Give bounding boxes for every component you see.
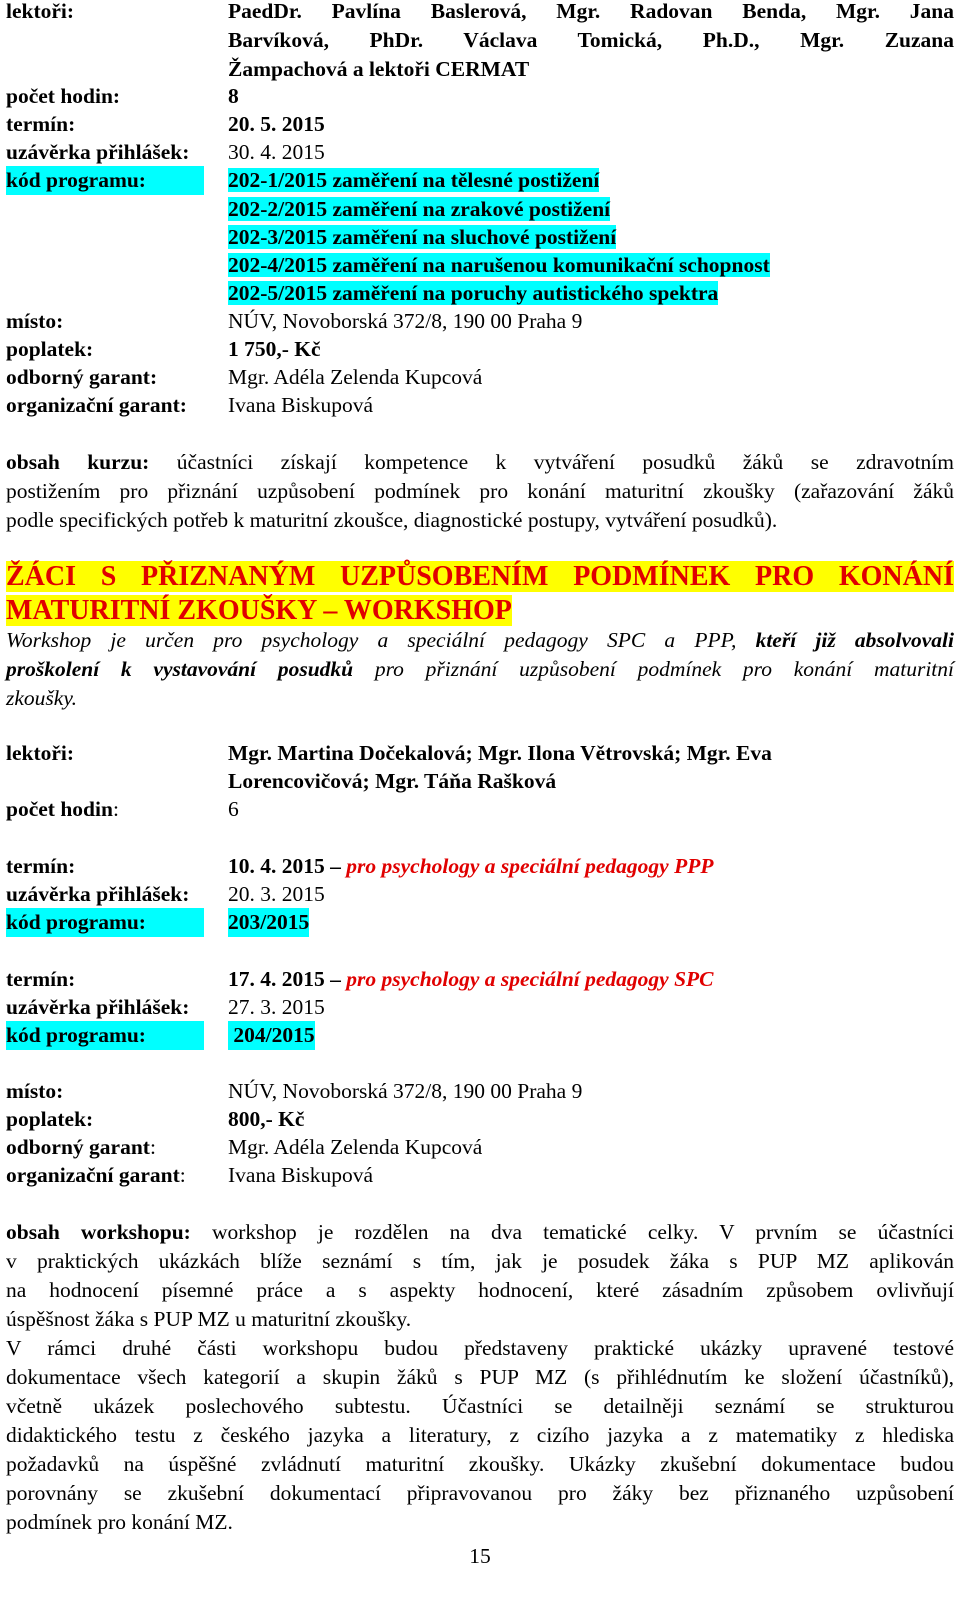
content-label: obsah workshopu: (6, 1220, 191, 1244)
code-line: 202-4/2015 zaměření na narušenou komunikační schopnost (228, 253, 770, 277)
content-line: postižením pro přiznání uzpůsobení podmínek pro konání maturitní zkoušky (zařazování žáků (6, 479, 954, 503)
intro-line: Workshop je určen pro psychology a speciální pedagogy SPC a PPP, kteří již absolvovali (6, 628, 955, 652)
code-line: 202-1/2015 zaměření na tělesné postižení (228, 168, 600, 192)
org-value: Ivana Biskupová (228, 393, 374, 417)
org-value: Ivana Biskupová (228, 1163, 374, 1187)
fee-value: 800,- Kč (228, 1107, 305, 1131)
lectors-line: PaedDr. Pavlína Baslerová, Mgr. Radovan Benda, Mgr. Jana (228, 0, 954, 23)
hours-label: počet hodin: (6, 84, 121, 108)
place-label: místo: (6, 309, 64, 333)
expert-label: odborný garant: (6, 1135, 156, 1159)
expert-value: Mgr. Adéla Zelenda Kupcová (228, 365, 483, 389)
deadline-value: 30. 4. 2015 (228, 140, 325, 164)
workshop-intro (6, 626, 954, 713)
intro-line: zkoušky. (6, 686, 78, 710)
code-value: 204/2015 (228, 1021, 315, 1050)
hours-value: 6 (228, 797, 239, 821)
content-line: obsah workshopu: workshop je rozdělen na dva tematické celky. V prvním se účastníci (6, 1220, 954, 1244)
date-value: 17. 4. 2015 – pro psychology a speciální pedagogy SPC (228, 967, 714, 991)
place-value: NÚV, Novoborská 372/8, 190 00 Praha 9 (228, 309, 583, 333)
content-line: podle specifických potřeb k maturitní zkoušce, diagnostické postupy, vytváření posudků). (6, 508, 778, 532)
workshop-content (6, 1218, 954, 1537)
place-value: NÚV, Novoborská 372/8, 190 00 Praha 9 (228, 1079, 583, 1103)
fee-label: poplatek: (6, 1107, 94, 1131)
hours-label: počet hodin: (6, 797, 119, 821)
code-label: kód programu: (6, 1021, 204, 1050)
content-line: podmínek pro konání MZ. (6, 1510, 233, 1534)
deadline-value: 27. 3. 2015 (228, 995, 325, 1019)
deadline-value: 20. 3. 2015 (228, 882, 325, 906)
date-label: termín: (6, 967, 76, 991)
content-line: V rámci druhé části workshopu budou představeny praktické ukázky upravené testové (6, 1336, 954, 1360)
content-line: požadavků na úspěšné zvládnutí maturitní zkoušky. Ukázky zkušební dokumentace budou (6, 1452, 954, 1476)
code-line: 202-2/2015 zaměření na zrakové postižení (228, 197, 611, 221)
lectors-line: Lorencovičová; Mgr. Táňa Rašková (228, 769, 557, 793)
lectors-line: Mgr. Martina Dočekalová; Mgr. Ilona Větrovská; Mgr. Eva (228, 741, 772, 765)
content-line: úspěšnost žáka s PUP MZ u maturitní zkoušky. (6, 1307, 412, 1331)
code-value: 203/2015 (228, 908, 309, 937)
workshop-heading (6, 560, 954, 628)
content-line: didaktického testu z českého jazyka a literatury, z cizího jazyka a z matematiky z hlediska (6, 1423, 954, 1447)
hours-value: 8 (228, 84, 239, 108)
org-label: organizační garant: (6, 393, 187, 417)
content-line: včetně ukázek poslechového subtestu. Účastníci se detailněji seznámí se strukturou (6, 1394, 954, 1418)
expert-label: odborný garant: (6, 365, 158, 389)
lectors-line: Barvíková, PhDr. Václava Tomická, Ph.D., Mgr. Zuzana (228, 28, 954, 52)
date-note: pro psychology a speciální pedagogy PPP (340, 854, 714, 878)
page-number: 15 (469, 1544, 491, 1568)
heading-line: MATURITNÍ ZKOUŠKY – WORKSHOP (6, 595, 512, 626)
fee-label: poplatek: (6, 337, 94, 361)
content-label: obsah kurzu: (6, 450, 150, 474)
content-line: obsah kurzu: účastníci získají kompetence k vytváření posudků žáků se zdravotním (6, 450, 955, 474)
lectors-label: lektoři: (6, 741, 75, 765)
code-line: 202-5/2015 zaměření na poruchy autistického spektra (228, 281, 719, 305)
content-line: dokumentace všech kategorií a skupin žáků s PUP MZ (s přihlédnutím ke složení účastníků), (6, 1365, 954, 1389)
heading-line: ŽÁCI S PŘIZNANÝM UZPŮSOBENÍM PODMÍNEK PRO KONÁNÍ (6, 561, 954, 592)
deadline-label: uzávěrka přihlášek: (6, 995, 190, 1019)
org-label: organizační garant: (6, 1163, 186, 1187)
fee-value: 1 750,- Kč (228, 337, 321, 361)
lectors-line: Žampachová a lektoři CERMAT (228, 57, 530, 81)
content-line: porovnány se zkušební dokumentací připravovanou pro žáky bez přiznaného uzpůsobení (6, 1481, 954, 1505)
date-value: 10. 4. 2015 – pro psychology a speciální pedagogy PPP (228, 854, 714, 878)
course1-lectors-value (228, 0, 954, 84)
content-line: na hodnocení písemné práce a s aspekty hodnocení, které zásadním způsobem ovlivňují (6, 1278, 954, 1302)
intro-line: proškolení k vystavování posudků pro přiznání uzpůsobení podmínek pro konání maturitní (6, 657, 954, 681)
content-line: v praktických ukázkách blíže seznámí s tím, jak je posudek žáka s PUP MZ aplikován (6, 1249, 954, 1273)
date-label: termín: (6, 112, 76, 136)
expert-value: Mgr. Adéla Zelenda Kupcová (228, 1135, 483, 1159)
date-note: pro psychology a speciální pedagogy SPC (340, 967, 714, 991)
date-label: termín: (6, 854, 76, 878)
code-label: kód programu: (6, 908, 204, 937)
deadline-label: uzávěrka přihlášek: (6, 882, 190, 906)
date-value: 20. 5. 2015 (228, 112, 325, 136)
place-label: místo: (6, 1079, 64, 1103)
deadline-label: uzávěrka přihlášek: (6, 140, 190, 164)
code-label: kód programu: (6, 166, 204, 195)
course1-content (6, 448, 954, 535)
lectors-label: lektoři: (6, 0, 75, 23)
code-line: 202-3/2015 zaměření na sluchové postižení (228, 225, 617, 249)
